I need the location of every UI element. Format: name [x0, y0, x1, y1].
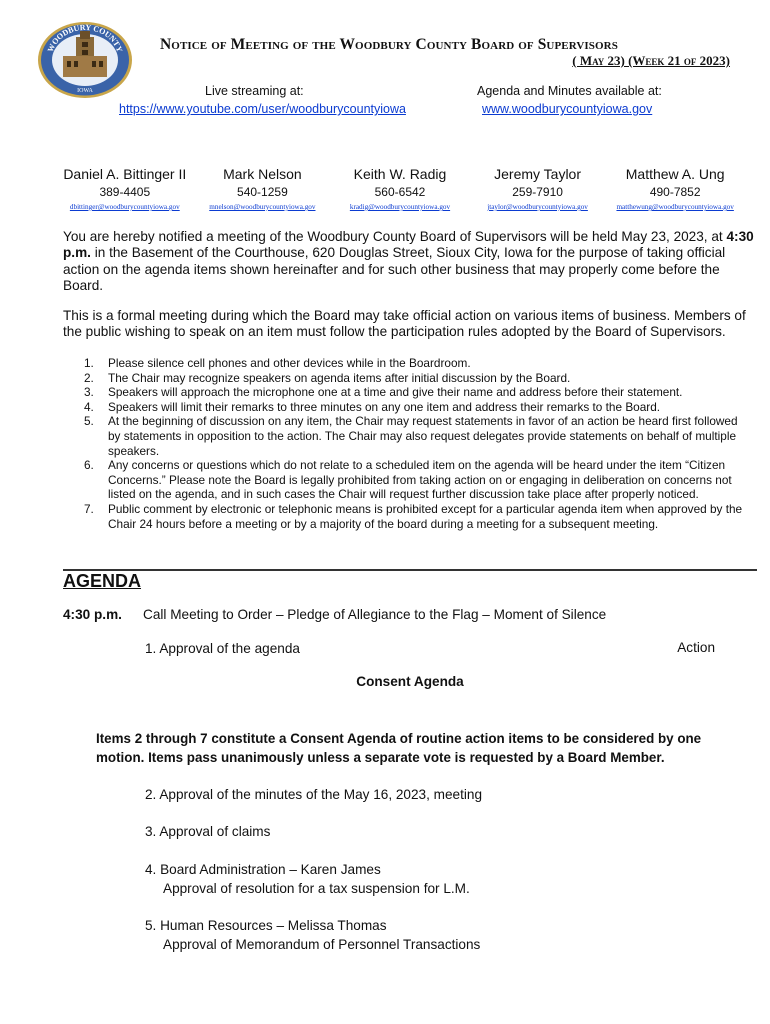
rule-item [78, 414, 750, 458]
rule-text: Any concerns or questions which do not relate to a scheduled item on the agenda will be heard under the item “Citizen Concerns.” Please note the Board is legally prohibited from taking action on or engaging in deliberation on concerns not listed on the agenda, and in such cases the Chair will request further discussion take place after properly noticed. [108, 458, 732, 502]
rule-text: Please silence cell phones and other devices while in the Boardroom. [108, 356, 471, 370]
member-email-link[interactable]: jtaylor@woodburycountyiowa.gov [487, 203, 588, 211]
member-card [331, 166, 469, 211]
agenda-item-4-title: 4. Board Administration – Karen James [145, 862, 381, 877]
agenda-item-4-detail: Approval of resolution for a tax suspension for L.M. [163, 880, 470, 896]
member-name: Mark Nelson [223, 166, 302, 182]
notice-subtitle: ( May 23) (Week 21 of 2023) [572, 53, 730, 68]
member-phone: 490-7852 [649, 185, 701, 199]
notice-text-b: in the Basement of the Courthouse, 620 Douglas Street, Sioux City, Iowa for the purpose of taking official action on the agenda items shown hereinafter and for such other business that may properly come before the Board. [63, 245, 726, 293]
rule-item [78, 502, 750, 531]
rule-text: Public comment by electronic or telephonic means is prohibited except for a particular agenda item when approved by the Chair 24 hours before a meeting or by a majority of the board during a meeting for a subsequent meeting. [108, 501, 743, 531]
county-website-link[interactable]: www.woodburycountyiowa.gov [482, 102, 653, 116]
agenda-item-4 [145, 861, 470, 898]
rule-number: 7. [84, 501, 94, 516]
call-to-order: Call Meeting to Order – Pledge of Allegiance to the Flag – Moment of Silence [143, 607, 607, 622]
notice-paragraph [63, 229, 755, 294]
seal-bottom-text: IOWA [77, 88, 93, 94]
board-members [56, 166, 744, 211]
county-seal-logo [36, 20, 134, 100]
agenda-item-2: 2. Approval of the minutes of the May 16, 2023, meeting [145, 787, 483, 802]
formal-meeting-paragraph: This is a formal meeting during which the Board may take official action on various items of business. Members of the public wishing to speak on an item must follow the participation rules adopted by the Board of Supervisors. [63, 308, 746, 340]
rule-text: Speakers will approach the microphone one at a time and give their name and address before their statement. [108, 385, 683, 400]
rule-number: 2. [84, 370, 94, 385]
notice-text-a: You are hereby notified a meeting of the Woodbury County Board of Supervisors will be held May 23, 2023, at [63, 229, 727, 244]
member-phone: 540-1259 [237, 185, 288, 199]
member-name: Keith W. Radig [353, 166, 447, 182]
rule-text: Speakers will limit their remarks to three minutes on any one item and address their remarks to the Board. [108, 399, 661, 414]
member-email-link[interactable]: matthewung@woodburycountyiowa.gov [616, 203, 734, 211]
seal-top-text: WOODBURY COUNTY [45, 22, 125, 54]
agenda-item-5-title: 5. Human Resources – Melissa Thomas [145, 918, 387, 933]
rule-item [78, 371, 750, 386]
consent-agenda-note: Items 2 through 7 constitute a Consent Agenda of routine action items to be considered by one motion. Items pass unanimously unless a separate vote is requested by a Board Member. [96, 731, 702, 765]
rule-item [78, 385, 750, 400]
agenda-item-1-action: Action [677, 640, 715, 655]
streaming-label: Live streaming at: [205, 84, 304, 98]
rule-number: 6. [84, 458, 94, 473]
member-card [469, 166, 607, 211]
participation-rules-list [78, 356, 750, 531]
member-phone: 389-4405 [99, 185, 151, 199]
agenda-item-5 [145, 917, 480, 954]
agenda-time: 4:30 p.m. [63, 607, 122, 622]
member-email-link[interactable]: dbittinger@woodburycountyiowa.gov [69, 203, 180, 211]
agenda-minutes-label: Agenda and Minutes available at: [477, 84, 662, 98]
rule-text: The Chair may recognize speakers on agenda items after initial discussion by the Board. [108, 370, 571, 385]
youtube-link[interactable]: https://www.youtube.com/user/woodburycountyiowa [119, 102, 406, 116]
rule-number: 3. [84, 385, 94, 400]
notice-title: Notice of Meeting of the Woodbury County Board of Supervisors [160, 36, 618, 53]
rule-item [78, 356, 750, 371]
member-email-link[interactable]: kradig@woodburycountyiowa.gov [349, 203, 451, 211]
member-name: Jeremy Taylor [494, 166, 582, 182]
member-name: Matthew A. Ung [625, 166, 725, 182]
rule-number: 5. [84, 414, 94, 429]
rule-text: At the beginning of discussion on any item, the Chair may request statements in favor of an action be heard first followed by statements in opposition to the action. The Chair may also request delegates provide statements on behalf of multiple speakers. [108, 414, 738, 458]
member-card [606, 166, 744, 211]
agenda-item-1: 1. Approval of the agenda [145, 641, 300, 656]
agenda-heading: AGENDA [63, 571, 142, 591]
member-card [56, 166, 194, 211]
agenda-item-5-detail: Approval of Memorandum of Personnel Transactions [163, 936, 481, 952]
rule-item [78, 458, 750, 502]
member-phone: 259-7910 [512, 185, 563, 199]
agenda-item-3: 3. Approval of claims [145, 824, 271, 839]
member-name: Daniel A. Bittinger II [63, 166, 187, 182]
rule-number: 4. [84, 399, 94, 414]
rule-item [78, 400, 750, 415]
member-email-link[interactable]: mnelson@woodburycountyiowa.gov [209, 203, 316, 211]
member-phone: 560-6542 [374, 185, 426, 199]
meeting-time: 4:30 p.m. [63, 229, 754, 261]
section-divider [63, 569, 757, 571]
member-card [194, 166, 332, 211]
consent-agenda-title: Consent Agenda [356, 674, 464, 689]
rule-number: 1. [84, 356, 94, 370]
